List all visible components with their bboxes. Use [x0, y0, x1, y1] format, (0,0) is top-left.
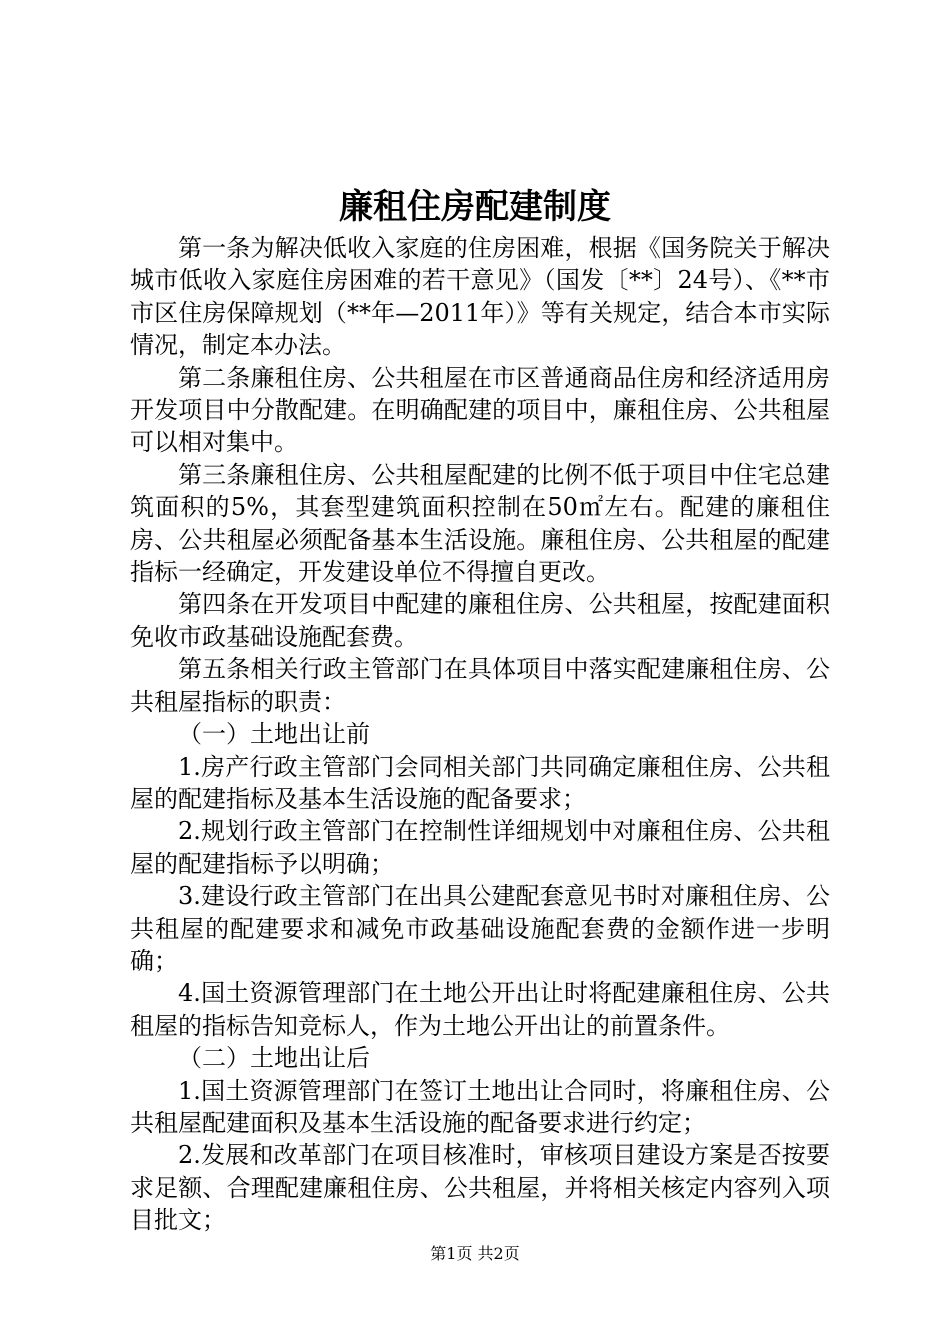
page-footer: 第1页 共2页	[430, 1244, 520, 1263]
paragraph-article-2: 第二条廉租住房、公共租屋在市区普通商品住房和经济适用房开发项目中分散配建。在明确配建的项目中，廉租住房、公共租屋可以相对集中。	[130, 363, 830, 457]
paragraph-article-5: 第五条相关行政主管部门在具体项目中落实配建廉租住房、公共租屋指标的职责：	[130, 655, 830, 716]
list-item: 3.建设行政主管部门在出具公建配套意见书时对廉租住房、公共租屋的配建要求和减免市政基础设施配套费的金额作进一步明确；	[130, 882, 830, 975]
list-item: 2.规划行政主管部门在控制性详细规划中对廉租住房、公共租屋的配建指标予以明确；	[130, 817, 830, 878]
section-heading-after-transfer: （二）土地出让后	[178, 1044, 370, 1073]
section-heading-before-transfer: （一）土地出让前	[178, 720, 370, 749]
list-item: 1.房产行政主管部门会同相关部门共同确定廉租住房、公共租屋的配建指标及基本生活设施的配备要求；	[130, 752, 830, 813]
list-item: 1.国土资源管理部门在签订土地出让合同时，将廉租住房、公共租屋配建面积及基本生活设施的配备要求进行约定；	[130, 1076, 830, 1137]
document-title: 廉租住房配建制度	[339, 187, 611, 227]
paragraph-article-1: 第一条为解决低收入家庭的住房困难，根据《国务院关于解决城市低收入家庭住房困难的若干意见》（国发〔**〕24号）、《**市市区住房保障规划（**年—2011年）》等有关规定，结合本市实际情况，制定本办法。	[130, 234, 830, 360]
list-item: 4.国土资源管理部门在土地公开出让时将配建廉租住房、公共租屋的指标告知竞标人，作为土地公开出让的前置条件。	[130, 979, 830, 1040]
paragraph-article-3: 第三条廉租住房、公共租屋配建的比例不低于项目中住宅总建筑面积的5%，其套型建筑面积控制在50㎡左右。配建的廉租住房、公共租屋必须配备基本生活设施。廉租住房、公共租屋的配建指标一经确定，开发建设单位不得擅自更改。	[130, 460, 830, 587]
list-item: 2.发展和改革部门在项目核准时，审核项目建设方案是否按要求足额、合理配建廉租住房、公共租屋，并将相关核定内容列入项目批文；	[130, 1141, 830, 1235]
document-body	[130, 232, 830, 1237]
paragraph-article-4: 第四条在开发项目中配建的廉租住房、公共租屋，按配建面积免收市政基础设施配套费。	[130, 590, 830, 651]
